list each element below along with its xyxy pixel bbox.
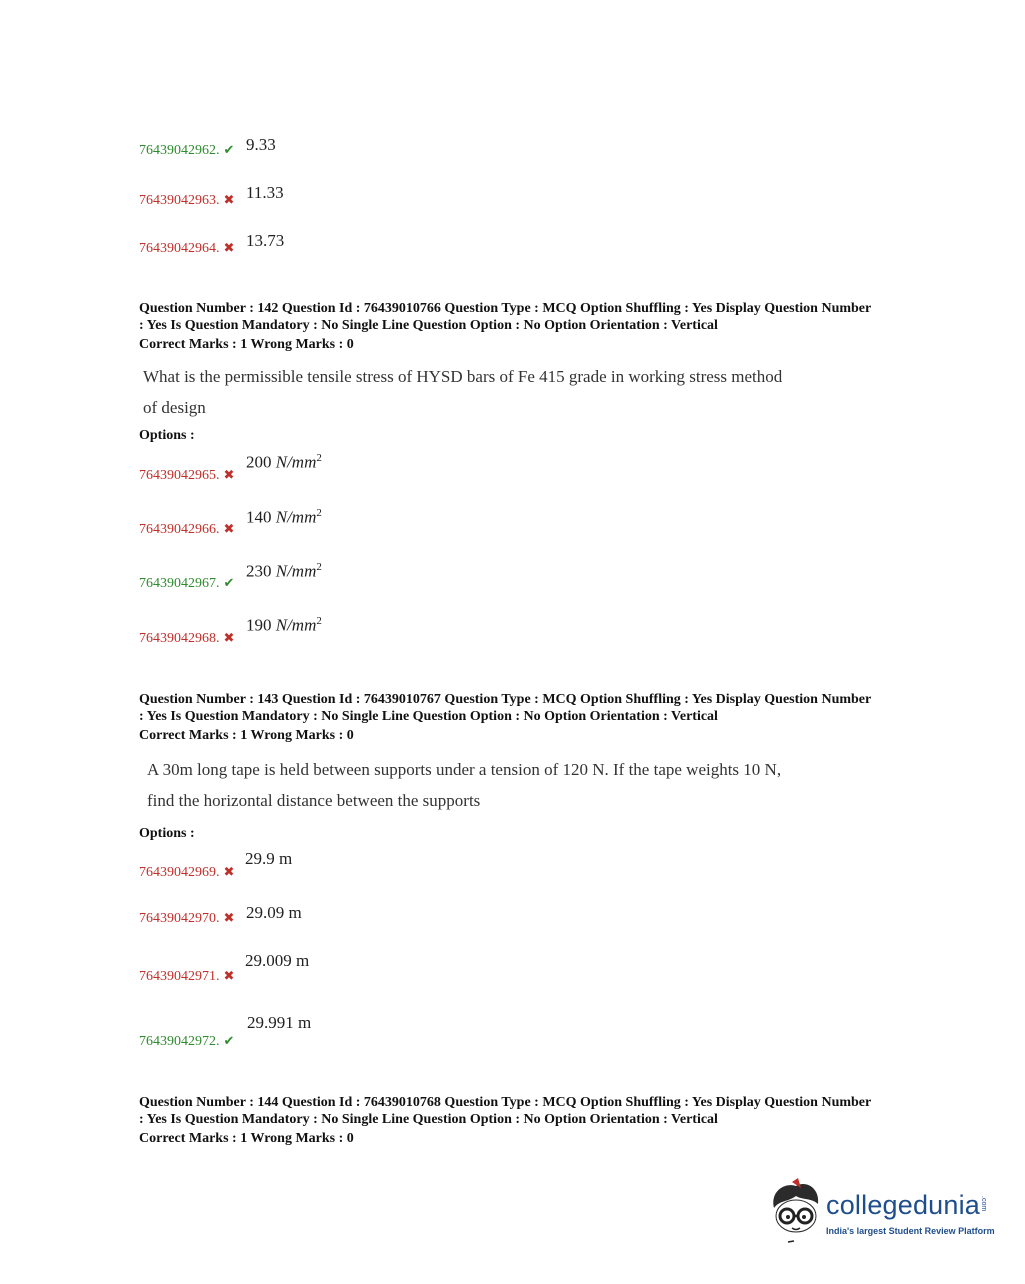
option-id: 76439042971. <box>139 969 220 984</box>
option-value: 29.991 m <box>247 1013 312 1032</box>
option-number: 140 <box>246 507 272 527</box>
question-line: A 30m long tape is held between supports under a tension of 120 N. If the tape weights 10 N, <box>147 760 782 779</box>
option-value: 9.33 <box>246 135 276 154</box>
header-line: Question Number : 142 Question Id : 76439010766 Question Type : MCQ Option Shuffling : Yes Display Question Number <box>139 301 872 316</box>
student-mascot-icon <box>768 1178 824 1244</box>
option-row <box>139 467 234 484</box>
option-id: 76439042970. <box>139 911 220 926</box>
option-id: 76439042965. <box>139 468 220 483</box>
option-value <box>246 507 322 528</box>
header-line: Question Number : 144 Question Id : 76439010768 Question Type : MCQ Option Shuffling : Yes Display Question Number <box>139 1095 872 1110</box>
header-line: : Yes Is Question Mandatory : No Single Line Question Option : No Option Orientation : Vertical <box>139 317 718 333</box>
option-value <box>246 452 322 473</box>
question-line: find the horizontal distance between the supports <box>147 791 481 810</box>
option-row <box>139 630 234 647</box>
option-value: 29.009 m <box>245 951 310 970</box>
option-row <box>139 864 234 881</box>
option-value: 11.33 <box>246 183 284 202</box>
option-row <box>139 192 234 209</box>
option-exponent: 2 <box>316 561 322 573</box>
option-unit: N/mm <box>275 452 317 472</box>
option-value: 29.09 m <box>246 903 302 922</box>
cross-icon: ✖ <box>223 910 235 925</box>
option-row <box>139 1033 234 1050</box>
check-icon: ✔ <box>223 575 235 590</box>
header-line: Question Number : 143 Question Id : 76439010767 Question Type : MCQ Option Shuffling : Yes Display Question Number <box>139 692 872 707</box>
question-text-143 <box>147 754 781 816</box>
marks-line: Correct Marks : 1 Wrong Marks : 0 <box>139 728 354 743</box>
question-line: What is the permissible tensile stress of HYSD bars of Fe 415 grade in working stress method <box>143 367 783 386</box>
cross-icon: ✖ <box>223 467 235 482</box>
marks-line: Correct Marks : 1 Wrong Marks : 0 <box>139 337 354 352</box>
option-id: 76439042964. <box>139 241 220 256</box>
option-row <box>139 575 234 592</box>
option-exponent: 2 <box>316 615 322 627</box>
question-header-142 <box>139 301 909 354</box>
option-id: 76439042963. <box>139 193 220 208</box>
options-label: Options : <box>139 826 195 841</box>
cross-icon: ✖ <box>223 240 235 255</box>
option-id: 76439042969. <box>139 865 220 880</box>
option-id: 76439042968. <box>139 631 220 646</box>
header-line: : Yes Is Question Mandatory : No Single Line Question Option : No Option Orientation : Vertical <box>139 708 718 724</box>
option-id: 76439042966. <box>139 522 220 537</box>
logo-tagline: India's largest Student Review Platform <box>826 1226 995 1236</box>
option-number: 190 <box>246 615 272 635</box>
option-row <box>139 910 234 927</box>
option-number: 200 <box>246 452 272 472</box>
option-value <box>246 561 322 582</box>
option-row <box>139 968 234 985</box>
question-line: of design <box>143 398 206 417</box>
option-exponent: 2 <box>316 507 322 519</box>
option-id: 76439042972. <box>139 1034 220 1049</box>
question-header-144 <box>139 1095 909 1148</box>
check-icon: ✔ <box>223 142 235 157</box>
check-icon: ✔ <box>223 1033 235 1048</box>
option-row <box>139 521 234 538</box>
option-number: 230 <box>246 561 272 581</box>
cross-icon: ✖ <box>223 968 235 983</box>
cross-icon: ✖ <box>223 864 235 879</box>
cross-icon: ✖ <box>223 192 235 207</box>
option-exponent: 2 <box>316 452 322 464</box>
question-text-142 <box>143 361 782 423</box>
option-row <box>139 142 234 159</box>
option-unit: N/mm <box>275 561 317 581</box>
collegedunia-logo <box>768 1178 998 1248</box>
options-label: Options : <box>139 428 195 443</box>
logo-suffix: .com <box>980 1196 987 1212</box>
option-id: 76439042967. <box>139 576 220 591</box>
logo-name: collegedunia <box>826 1190 981 1220</box>
option-unit: N/mm <box>275 507 317 527</box>
cross-icon: ✖ <box>223 630 235 645</box>
option-value <box>246 615 322 636</box>
cross-icon: ✖ <box>223 521 235 536</box>
header-line: : Yes Is Question Mandatory : No Single Line Question Option : No Option Orientation : Vertical <box>139 1111 718 1127</box>
marks-line: Correct Marks : 1 Wrong Marks : 0 <box>139 1131 354 1146</box>
option-row <box>139 240 234 257</box>
option-id: 76439042962. <box>139 143 220 158</box>
option-unit: N/mm <box>275 615 317 635</box>
question-header-143 <box>139 692 909 745</box>
option-value: 29.9 m <box>245 849 293 868</box>
option-value: 13.73 <box>246 231 285 250</box>
